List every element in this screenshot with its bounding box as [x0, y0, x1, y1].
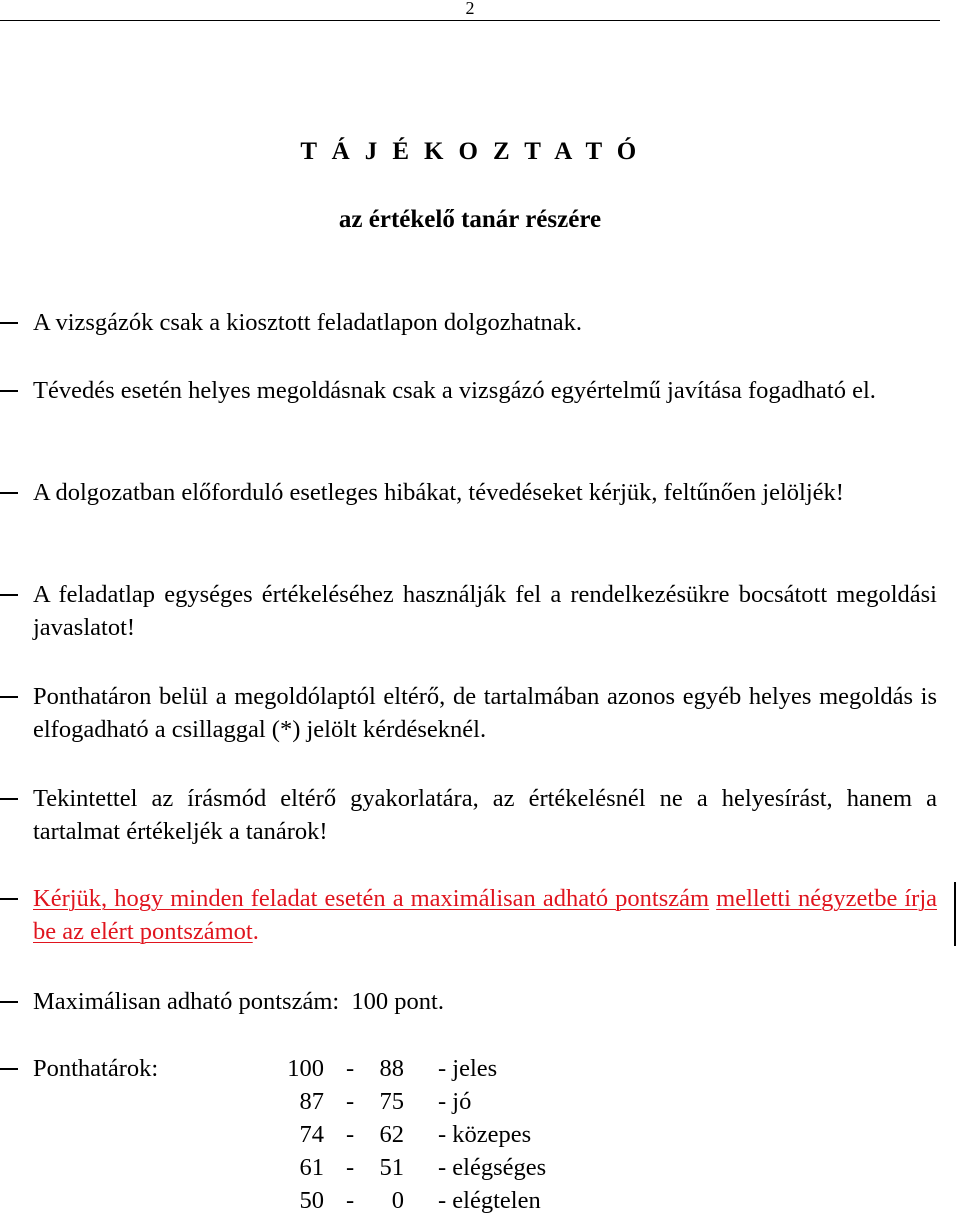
highlight-end: .	[252, 918, 259, 945]
grade-separator: -	[346, 1187, 355, 1214]
grades-label: Ponthatárok:	[33, 1055, 159, 1082]
grade-from: 100	[287, 1055, 324, 1082]
header-rule	[0, 20, 940, 21]
highlight-part-1: Kérjük, hogy minden feladat esetén a maximálisan adható pontszám	[33, 885, 710, 912]
grade-separator: -	[346, 1088, 355, 1115]
list-item	[0, 782, 940, 848]
grade-row	[0, 1085, 600, 1118]
list-item-text: A vizsgázók csak a kiosztott feladatlapon dolgozhatnak.	[33, 309, 583, 336]
page-subtitle: az értékelő tanár részére	[338, 206, 602, 233]
grade-name: - közepes	[438, 1121, 532, 1148]
page-number: 2	[465, 0, 475, 18]
bullet-dash	[0, 898, 18, 900]
list-item-text: Tekintettel az írásmód eltérő gyakorlatára, az értékelésnél ne a helyesírást, hanem a tartalmat értékeljék a tanárok!	[33, 785, 937, 845]
grade-row	[0, 1052, 600, 1085]
grade-row	[0, 1118, 600, 1151]
list-item	[0, 306, 940, 339]
grade-from: 61	[299, 1154, 324, 1181]
list-item-text: A feladatlap egységes értékeléséhez használják fel a rendelkezésükre bocsátott megoldási javaslatot!	[33, 581, 937, 641]
grade-from: 50	[299, 1187, 324, 1214]
bullet-dash	[0, 594, 18, 596]
grade-to: 88	[379, 1055, 404, 1082]
grade-separator: -	[346, 1154, 355, 1181]
highlight-part-2: melletti négyzetbe írja be az elért pontszámot	[33, 885, 938, 945]
change-bar	[954, 882, 956, 946]
grade-row	[0, 1184, 600, 1217]
list-item-text: A dolgozatban előforduló esetleges hibákat, tévedéseket kérjük, feltűnően jelöljék!	[33, 479, 844, 506]
grade-to: 62	[379, 1121, 404, 1148]
grade-name: - elégséges	[438, 1154, 547, 1181]
list-item	[0, 476, 940, 509]
highlighted-instruction	[0, 882, 940, 948]
grade-from: 87	[299, 1088, 324, 1115]
bullet-dash	[0, 390, 18, 392]
bullet-dash	[0, 322, 18, 324]
bullet-dash	[0, 1001, 18, 1003]
list-item	[0, 374, 940, 407]
list-item	[0, 578, 940, 644]
page-title: T Á J É K O Z T A T Ó	[300, 138, 640, 165]
grade-row	[0, 1151, 600, 1184]
highlighted-instruction-text	[33, 882, 937, 948]
grade-name: - elégtelen	[438, 1187, 541, 1214]
grade-from: 74	[299, 1121, 324, 1148]
grade-separator: -	[346, 1121, 355, 1148]
list-item	[0, 985, 940, 1018]
grade-separator: -	[346, 1055, 355, 1082]
bullet-dash	[0, 798, 18, 800]
list-item-text: Tévedés esetén helyes megoldásnak csak a vizsgázó egyértelmű javítása fogadható el.	[33, 377, 876, 404]
grade-to: 0	[391, 1187, 404, 1214]
grade-name: - jeles	[438, 1055, 498, 1082]
grade-thresholds	[0, 1052, 940, 1222]
list-item-text: Ponthatáron belül a megoldólaptól eltérő, de tartalmában azonos egyéb helyes megoldás is elfogadható a csillaggal (*) jelölt kérdéseknél.	[33, 683, 937, 743]
grade-to: 51	[379, 1154, 404, 1181]
grade-name: - jó	[438, 1088, 472, 1115]
list-item	[0, 680, 940, 746]
grade-to: 75	[379, 1088, 404, 1115]
bullet-dash	[0, 492, 18, 494]
max-points: Maximálisan adható pontszám: 100 pont.	[33, 988, 444, 1015]
bullet-dash	[0, 696, 18, 698]
